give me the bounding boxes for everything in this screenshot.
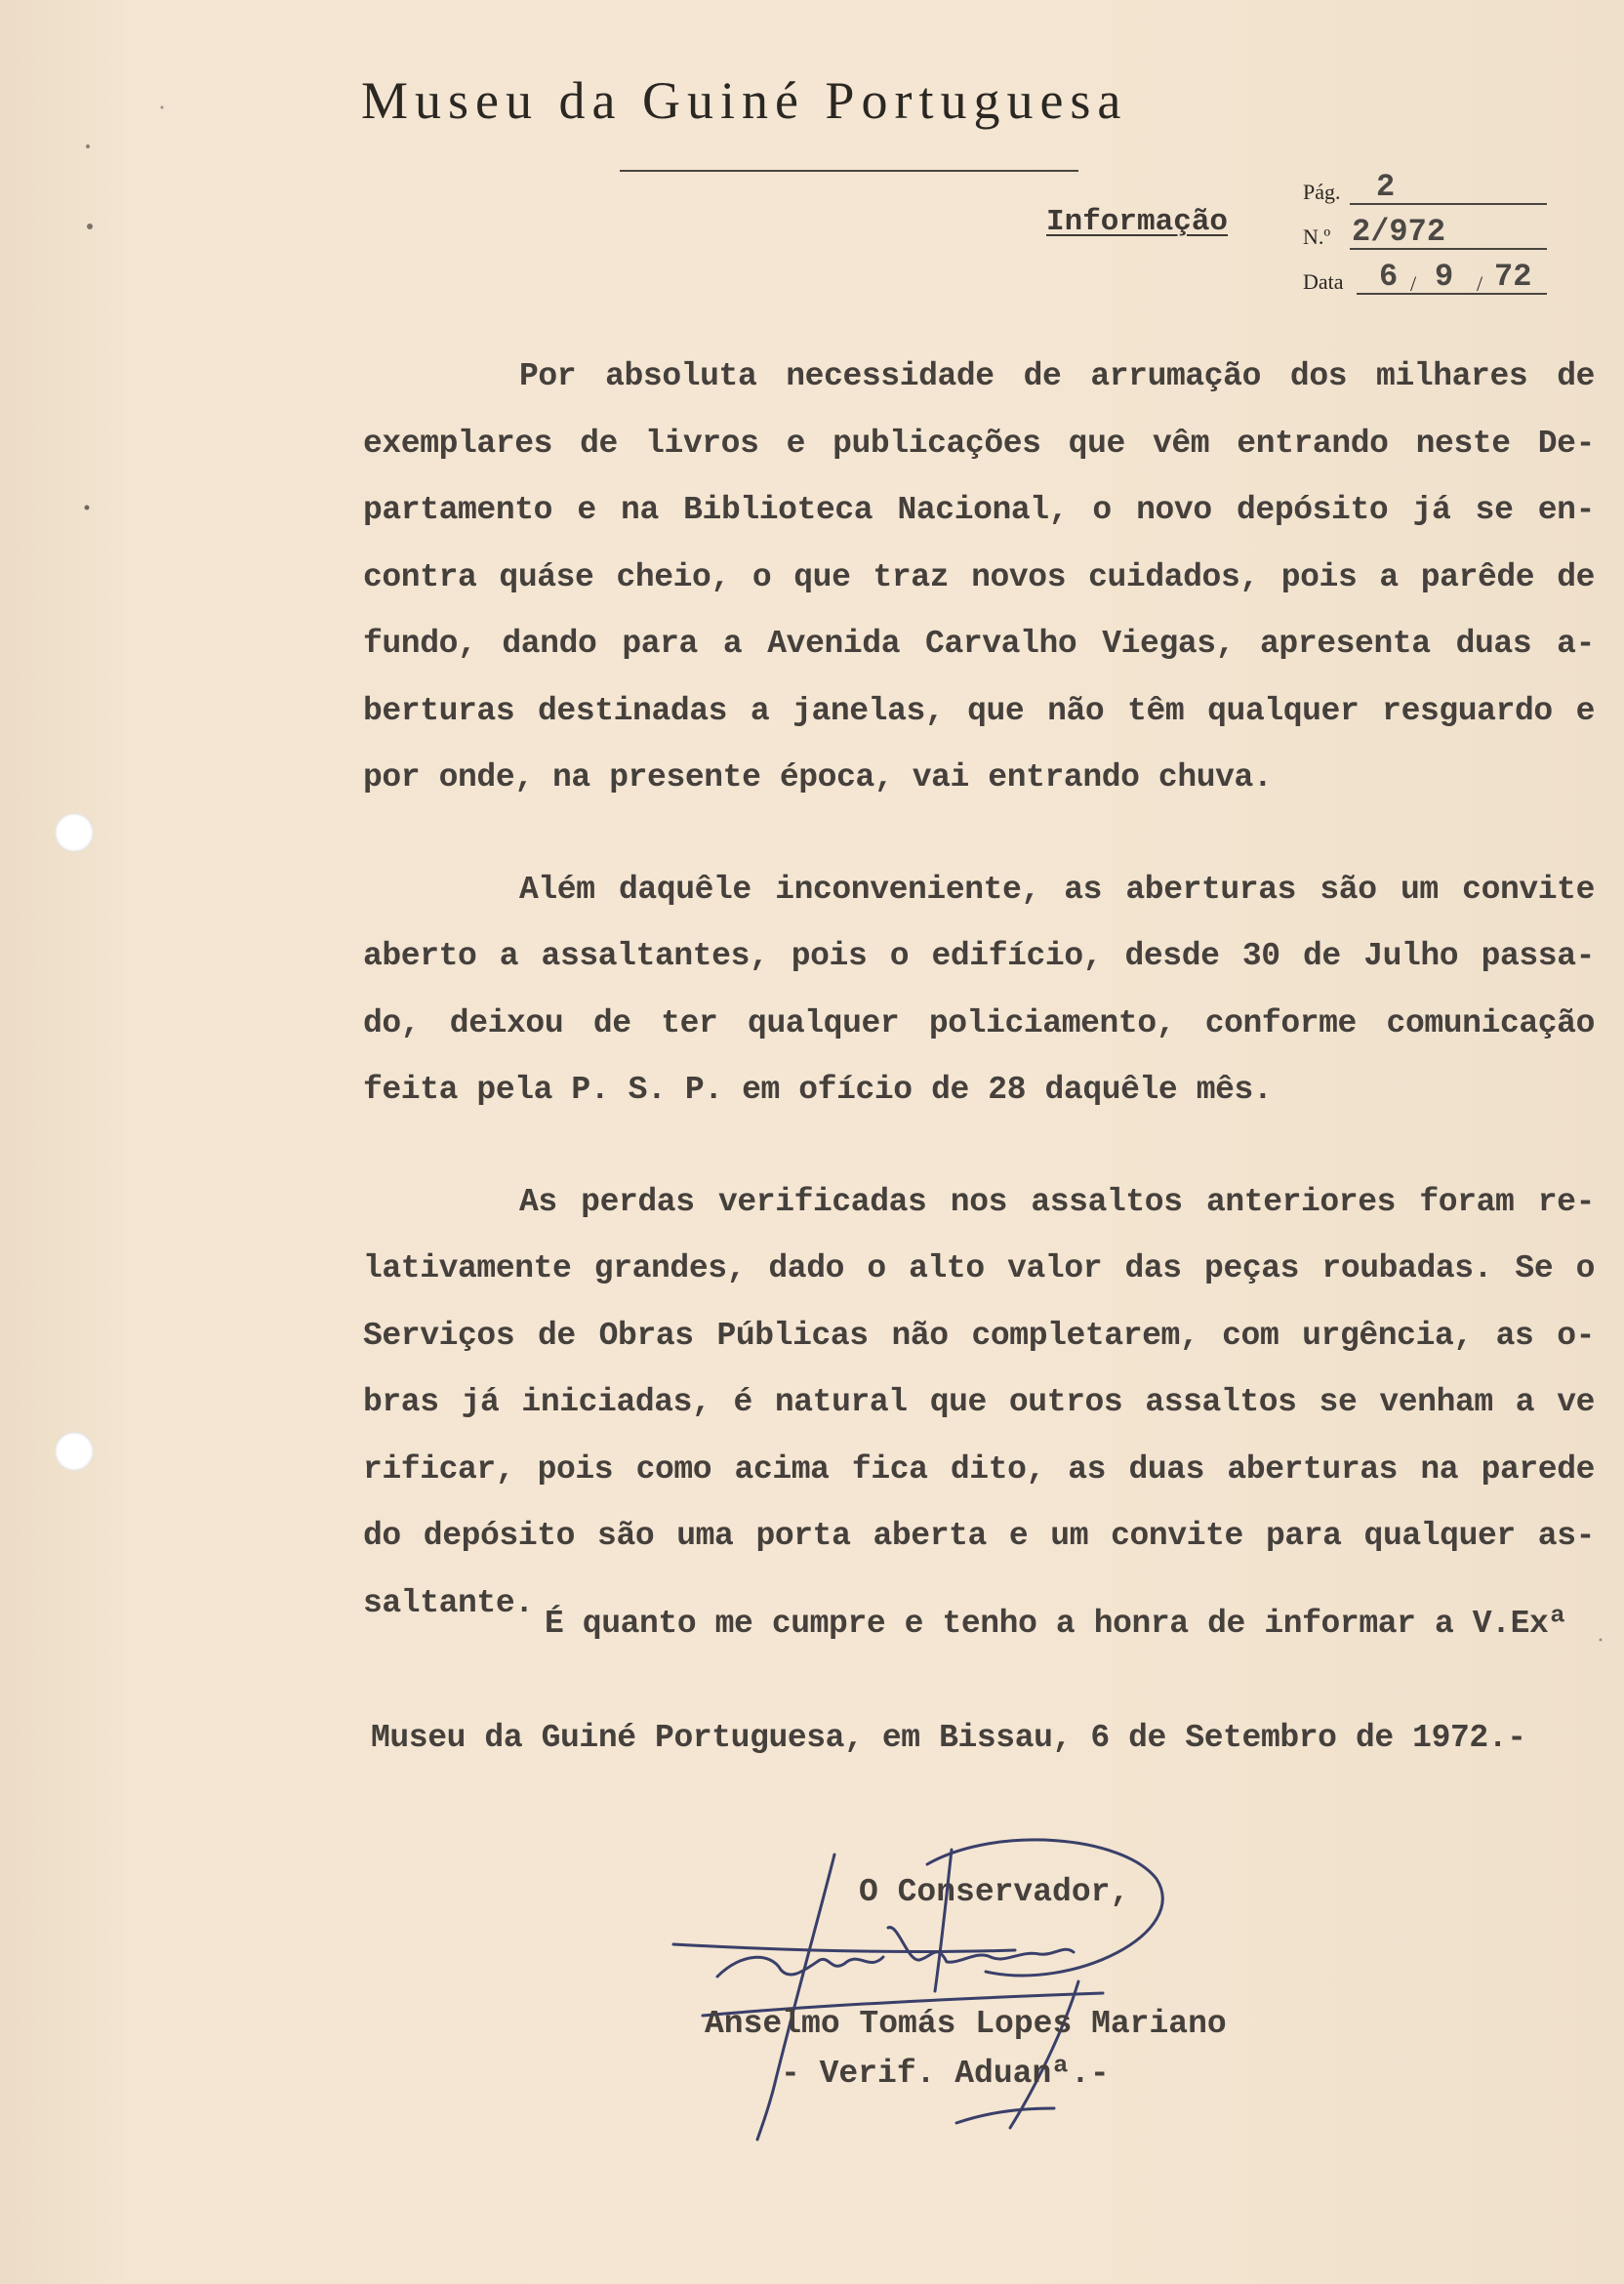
- body-line: contra quáse cheio, o que traz novos cuidados, pois a parêde de: [363, 558, 1595, 595]
- handwritten-signature: [664, 1835, 1288, 2147]
- letter-body: [363, 344, 1595, 1637]
- number-label: N.º: [1303, 224, 1331, 249]
- museum-letterhead-title: Museu da Guiné Portuguesa: [361, 71, 1128, 130]
- body-line: saltante.: [363, 1584, 534, 1621]
- body-line: lativamente grandes, dado o alto valor das peças roubadas. Se o: [363, 1250, 1595, 1286]
- body-line: aberto a assaltantes, pois o edifício, desde 30 de Julho passa-: [363, 938, 1595, 974]
- body-line: fundo, dando para a Avenida Carvalho Viegas, apresenta duas a-: [363, 626, 1595, 662]
- body-line: Além daquêle inconveniente, as aberturas são um convite: [519, 871, 1595, 908]
- date-year: 72: [1494, 259, 1532, 295]
- body-line: do depósito são uma porta aberta e um convite para qualquer as-: [363, 1518, 1595, 1554]
- place-and-date: Museu da Guiné Portuguesa, em Bissau, 6 de Setembro de 1972.-: [371, 1720, 1526, 1756]
- body-line: As perdas verificadas nos assaltos anteriores foram re-: [519, 1183, 1595, 1220]
- closing-formula: É quanto me cumpre e tenho a honra de informar a V.Exª: [545, 1606, 1567, 1642]
- document-type-heading: Informação: [1046, 205, 1229, 239]
- date-day: 6: [1379, 259, 1399, 295]
- date-row: [1303, 256, 1547, 301]
- page-value: 2: [1376, 169, 1396, 205]
- body-line: Serviços de Obras Públicas não completarem, com urgência, as o-: [363, 1317, 1595, 1354]
- date-separator: /: [1410, 271, 1417, 296]
- date-separator: /: [1477, 271, 1483, 296]
- body-line: do, deixou de ter qualquer policiamento, conforme comunicação: [363, 1004, 1595, 1041]
- body-line: feita pela P. S. P. em ofício de 28 daquêle mês.: [363, 1072, 1273, 1108]
- punch-hole-bottom: [55, 1432, 94, 1471]
- document-number-row: [1303, 211, 1547, 256]
- page-number-row: [1303, 166, 1547, 211]
- letterhead-divider: [620, 170, 1078, 172]
- date-label: Data: [1303, 269, 1344, 294]
- body-line: partamento e na Biblioteca Nacional, o novo depósito já se en-: [363, 492, 1595, 528]
- body-line: exemplares de livros e publicações que vêm entrando neste De-: [363, 425, 1595, 462]
- paragraph-gap: [363, 812, 1595, 857]
- body-line: bras já iniciadas, é natural que outros assaltos se venham a ve: [363, 1384, 1595, 1420]
- paragraph-gap: [363, 1124, 1595, 1169]
- signatory-role: - Verif. Aduanª.-: [781, 2056, 1110, 2092]
- signatory-title: O Conservador,: [859, 1874, 1130, 1910]
- reference-block: [1303, 166, 1547, 301]
- body-line: por onde, na presente época, vai entrando chuva.: [363, 759, 1273, 795]
- body-line: Por absoluta necessidade de arrumação dos milhares de: [519, 358, 1595, 394]
- page-label: Pág.: [1303, 180, 1341, 204]
- signatory-name: Anselmo Tomás Lopes Mariano: [705, 2006, 1227, 2042]
- punch-hole-top: [55, 813, 94, 852]
- number-value: 2/972: [1352, 214, 1446, 250]
- body-line: berturas destinadas a janelas, que não têm qualquer resguardo e: [363, 692, 1595, 729]
- date-month: 9: [1435, 259, 1454, 295]
- body-line: rificar, pois como acima fica dito, as duas aberturas na parede: [363, 1450, 1595, 1488]
